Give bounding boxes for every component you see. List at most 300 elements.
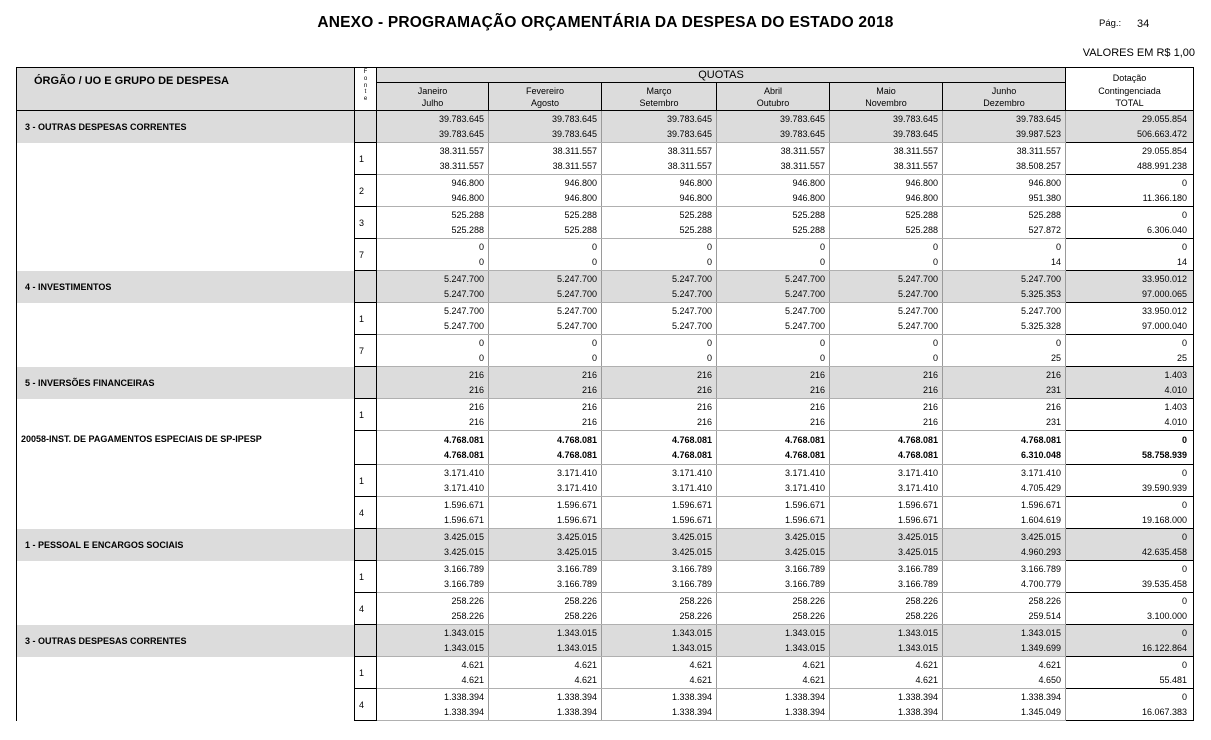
value-second-semester: 525.288	[679, 224, 712, 235]
value-second-semester: 38.508.257	[1016, 160, 1062, 171]
dotacao-cell	[1066, 175, 1194, 207]
quota-cell	[717, 335, 830, 367]
value-first-semester: 38.311.557	[552, 145, 597, 156]
month-header: Fevereiro Agosto	[489, 83, 602, 111]
value-first-semester: 216	[581, 401, 597, 412]
expense-group-name	[17, 335, 355, 367]
value-second-semester: 0	[706, 352, 712, 363]
value-first-semester: 3.425.015	[1021, 531, 1062, 542]
value-second-semester: 231	[1046, 416, 1062, 427]
expense-group-name	[17, 657, 355, 689]
value-second-semester: 4.621	[574, 674, 597, 685]
value-second-semester: 1.343.015	[443, 642, 484, 653]
value-second-semester: 5.325.328	[1021, 320, 1062, 331]
value-first-semester: 0	[1182, 434, 1188, 445]
quota-cell	[830, 399, 943, 431]
value-second-semester: 216	[468, 384, 484, 395]
value-first-semester: 946.800	[451, 177, 484, 188]
value-second-semester: 3.425.015	[897, 546, 938, 557]
value-first-semester: 0	[819, 241, 825, 252]
value-first-semester: 258.226	[451, 595, 484, 606]
value-second-semester: 3.425.015	[443, 546, 484, 557]
month-header: Maio Novembro	[830, 83, 943, 111]
value-first-semester: 216	[581, 369, 597, 380]
value-first-semester: 4.621	[802, 659, 825, 670]
quota-cell	[717, 625, 830, 657]
value-second-semester: 4.768.081	[784, 449, 825, 460]
value-first-semester: 525.288	[451, 209, 484, 220]
value-first-semester: 3.166.789	[443, 563, 484, 574]
value-first-semester: 39.783.645	[666, 113, 712, 124]
quota-cell	[830, 111, 943, 143]
quota-cell	[717, 465, 830, 497]
value-first-semester: 3.166.789	[784, 563, 825, 574]
value-first-semester: 0	[1182, 595, 1188, 606]
value-second-semester: 39.987.523	[1016, 128, 1062, 139]
quota-cell	[602, 367, 717, 399]
quota-cell	[489, 367, 602, 399]
value-first-semester: 216	[809, 369, 825, 380]
quota-cell	[602, 175, 717, 207]
value-second-semester: 4.621	[689, 674, 712, 685]
value-second-semester: 946.800	[679, 192, 712, 203]
quota-cell	[489, 143, 602, 175]
value-second-semester: 1.596.671	[443, 514, 484, 525]
table-row	[17, 689, 1194, 721]
value-second-semester: 0	[591, 256, 597, 267]
quota-cell	[830, 143, 943, 175]
table-row	[17, 625, 1194, 657]
month-header: Janeiro Julho	[377, 83, 489, 111]
quota-cell	[830, 497, 943, 529]
value-first-semester: 4.621	[1038, 659, 1062, 670]
fonte-cell: 1	[355, 561, 377, 593]
quota-cell	[830, 465, 943, 497]
quota-cell	[717, 561, 830, 593]
value-second-semester: 3.425.015	[784, 546, 825, 557]
quota-cell	[717, 271, 830, 303]
value-second-semester: 97.000.065	[1142, 288, 1188, 299]
expense-group-name	[17, 303, 355, 335]
quota-cell	[602, 593, 717, 625]
value-second-semester: 3.171.410	[671, 482, 712, 493]
value-first-semester: 1.596.671	[556, 499, 597, 510]
value-first-semester: 0	[1182, 563, 1188, 574]
value-first-semester: 525.288	[564, 209, 597, 220]
value-first-semester: 3.166.789	[671, 563, 712, 574]
quota-cell	[943, 431, 1066, 465]
expense-group-name	[17, 497, 355, 529]
value-first-semester: 39.783.645	[551, 113, 597, 124]
value-second-semester: 25	[1051, 352, 1062, 363]
quota-cell	[830, 625, 943, 657]
value-first-semester: 1.596.671	[671, 499, 712, 510]
quota-cell	[377, 625, 489, 657]
value-first-semester: 5.247.700	[784, 305, 825, 316]
value-second-semester: 42.635.458	[1142, 546, 1188, 557]
quota-cell	[489, 207, 602, 239]
quota-cell	[717, 303, 830, 335]
value-second-semester: 5.325.353	[1021, 288, 1062, 299]
value-first-semester: 1.343.015	[897, 627, 938, 638]
value-second-semester: 5.247.700	[784, 320, 825, 331]
value-second-semester: 0	[932, 256, 938, 267]
value-second-semester: 527.872	[1028, 224, 1062, 235]
fonte-cell	[355, 529, 377, 561]
value-second-semester: 5.247.700	[671, 288, 712, 299]
value-first-semester: 216	[468, 369, 484, 380]
value-first-semester: 216	[696, 369, 712, 380]
value-first-semester: 1.596.671	[784, 499, 825, 510]
value-second-semester: 4.621	[915, 674, 938, 685]
dotacao-cell	[1066, 303, 1194, 335]
quota-cell	[377, 367, 489, 399]
dotacao-cell	[1066, 399, 1194, 431]
value-second-semester: 14	[1177, 256, 1188, 267]
value-first-semester: 3.425.015	[784, 531, 825, 542]
quota-cell	[830, 657, 943, 689]
value-first-semester: 39.783.645	[892, 113, 938, 124]
value-second-semester: 0	[591, 352, 597, 363]
fonte-cell: 1	[355, 465, 377, 497]
quota-cell	[717, 593, 830, 625]
dotacao-cell	[1066, 271, 1194, 303]
value-second-semester: 38.311.557	[667, 160, 712, 171]
quota-cell	[830, 367, 943, 399]
quota-cell	[943, 657, 1066, 689]
value-first-semester: 4.621	[574, 659, 597, 670]
value-first-semester: 38.311.557	[893, 145, 938, 156]
value-second-semester: 5.247.700	[556, 288, 597, 299]
expense-group-name: 4 - INVESTIMENTOS	[17, 271, 355, 303]
table-row	[17, 239, 1194, 271]
quota-cell	[602, 207, 717, 239]
dotacao-cell	[1066, 561, 1194, 593]
quota-cell	[943, 497, 1066, 529]
value-first-semester: 3.425.015	[897, 531, 938, 542]
fonte-cell: 7	[355, 239, 377, 271]
quota-cell	[602, 111, 717, 143]
value-first-semester: 946.800	[1028, 177, 1062, 188]
value-second-semester: 0	[819, 256, 825, 267]
quota-cell	[943, 561, 1066, 593]
fonte-cell: 4	[355, 497, 377, 529]
value-first-semester: 33.950.012	[1142, 273, 1188, 284]
value-first-semester: 3.166.789	[1021, 563, 1062, 574]
quota-cell	[943, 399, 1066, 431]
quota-cell	[489, 657, 602, 689]
quota-cell	[377, 111, 489, 143]
value-first-semester: 946.800	[905, 177, 938, 188]
value-second-semester: 4.768.081	[671, 449, 712, 460]
value-second-semester: 14	[1051, 256, 1062, 267]
value-second-semester: 5.247.700	[784, 288, 825, 299]
expense-group-name	[17, 399, 355, 431]
value-second-semester: 16.067.383	[1142, 706, 1188, 717]
value-second-semester: 0	[478, 256, 484, 267]
quota-cell	[377, 465, 489, 497]
fonte-header: F o n t e	[355, 68, 377, 111]
value-first-semester: 4.768.081	[1021, 434, 1062, 445]
value-first-semester: 1.343.015	[671, 627, 712, 638]
value-first-semester: 1.596.671	[897, 499, 938, 510]
value-first-semester: 38.311.557	[780, 145, 825, 156]
expense-group-name: 3 - OUTRAS DESPESAS CORRENTES	[17, 111, 355, 143]
value-first-semester: 0	[932, 241, 938, 252]
quota-cell	[489, 529, 602, 561]
dotacao-cell	[1066, 465, 1194, 497]
quota-cell	[602, 239, 717, 271]
quota-cell	[717, 431, 830, 465]
value-second-semester: 258.226	[905, 610, 938, 621]
value-second-semester: 58.758.939	[1142, 449, 1188, 460]
value-first-semester: 258.226	[1028, 595, 1062, 606]
quota-cell	[377, 529, 489, 561]
value-second-semester: 1.343.015	[897, 642, 938, 653]
expense-group-name	[17, 593, 355, 625]
value-second-semester: 258.226	[679, 610, 712, 621]
quota-cell	[717, 529, 830, 561]
value-second-semester: 4.768.081	[443, 449, 484, 460]
value-second-semester: 1.343.015	[784, 642, 825, 653]
value-first-semester: 5.247.700	[897, 273, 938, 284]
table-row	[17, 431, 1194, 465]
dotacao-cell	[1066, 207, 1194, 239]
quota-cell	[943, 529, 1066, 561]
quota-cell	[489, 497, 602, 529]
value-first-semester: 1.338.394	[1021, 691, 1062, 702]
value-second-semester: 4.621	[802, 674, 825, 685]
value-first-semester: 0	[932, 337, 938, 348]
fonte-cell: 3	[355, 207, 377, 239]
quota-cell	[602, 143, 717, 175]
table-row	[17, 561, 1194, 593]
expense-group-name	[17, 143, 355, 175]
value-second-semester: 39.783.645	[892, 128, 938, 139]
value-first-semester: 38.311.557	[1016, 145, 1062, 156]
values-unit-note: VALORES EM R$ 1,00	[1082, 47, 1195, 59]
quota-cell	[943, 175, 1066, 207]
value-first-semester: 29.055.854	[1142, 113, 1188, 124]
value-second-semester: 6.306.040	[1147, 224, 1188, 235]
value-first-semester: 1.343.015	[443, 627, 484, 638]
value-first-semester: 258.226	[679, 595, 712, 606]
value-second-semester: 38.311.557	[552, 160, 597, 171]
value-second-semester: 38.311.557	[893, 160, 938, 171]
value-first-semester: 216	[696, 401, 712, 412]
value-second-semester: 951.380	[1028, 192, 1062, 203]
fonte-cell: 2	[355, 175, 377, 207]
value-first-semester: 5.247.700	[1021, 273, 1062, 284]
value-second-semester: 4.960.293	[1021, 546, 1062, 557]
table-row	[17, 303, 1194, 335]
value-first-semester: 258.226	[564, 595, 597, 606]
value-second-semester: 1.345.049	[1021, 706, 1062, 717]
value-first-semester: 216	[1046, 369, 1062, 380]
value-second-semester: 0	[706, 256, 712, 267]
quota-cell	[377, 689, 489, 721]
value-second-semester: 216	[922, 416, 938, 427]
quota-cell	[489, 335, 602, 367]
value-second-semester: 39.783.645	[551, 128, 597, 139]
quota-cell	[717, 111, 830, 143]
value-second-semester: 55.481	[1159, 674, 1188, 685]
fonte-cell	[355, 111, 377, 143]
value-second-semester: 5.247.700	[556, 320, 597, 331]
quota-cell	[602, 497, 717, 529]
value-first-semester: 525.288	[792, 209, 825, 220]
dotacao-cell	[1066, 335, 1194, 367]
value-first-semester: 1.596.671	[443, 499, 484, 510]
value-second-semester: 1.596.671	[897, 514, 938, 525]
value-first-semester: 5.247.700	[443, 273, 484, 284]
value-second-semester: 5.247.700	[671, 320, 712, 331]
quota-cell	[377, 593, 489, 625]
quota-cell	[377, 143, 489, 175]
dotacao-cell	[1066, 367, 1194, 399]
value-first-semester: 3.171.410	[897, 467, 938, 478]
table-row	[17, 111, 1194, 143]
fonte-cell: 7	[355, 335, 377, 367]
quota-cell	[377, 239, 489, 271]
quota-cell	[377, 303, 489, 335]
quota-cell	[489, 593, 602, 625]
value-first-semester: 39.783.645	[438, 113, 484, 124]
quota-cell	[943, 689, 1066, 721]
value-second-semester: 0	[478, 352, 484, 363]
quota-cell	[602, 625, 717, 657]
value-second-semester: 1.343.015	[556, 642, 597, 653]
value-second-semester: 216	[581, 384, 597, 395]
quota-cell	[717, 239, 830, 271]
quota-cell	[717, 143, 830, 175]
table-row	[17, 399, 1194, 431]
dotacao-header: Dotação Contingenciada TOTAL	[1066, 68, 1194, 111]
value-second-semester: 39.783.645	[438, 128, 484, 139]
quota-cell	[830, 271, 943, 303]
quota-cell	[602, 529, 717, 561]
fonte-cell: 4	[355, 593, 377, 625]
month-header: Março Setembro	[602, 83, 717, 111]
quota-cell	[717, 657, 830, 689]
quota-cell	[943, 465, 1066, 497]
quota-cell	[830, 689, 943, 721]
fonte-cell	[355, 625, 377, 657]
quota-cell	[489, 175, 602, 207]
value-first-semester: 525.288	[1028, 209, 1062, 220]
table-row	[17, 657, 1194, 689]
table-row	[17, 593, 1194, 625]
value-second-semester: 3.166.789	[897, 578, 938, 589]
value-second-semester: 3.425.015	[556, 546, 597, 557]
value-second-semester: 4.705.429	[1021, 482, 1062, 493]
expense-group-name	[17, 465, 355, 497]
value-second-semester: 231	[1046, 384, 1062, 395]
dotacao-cell	[1066, 239, 1194, 271]
value-first-semester: 0	[1182, 659, 1188, 670]
value-first-semester: 0	[1182, 467, 1188, 478]
value-second-semester: 946.800	[792, 192, 825, 203]
fonte-cell: 4	[355, 689, 377, 721]
dotacao-cell	[1066, 143, 1194, 175]
value-first-semester: 3.166.789	[897, 563, 938, 574]
value-second-semester: 506.663.472	[1136, 128, 1188, 139]
value-second-semester: 216	[922, 384, 938, 395]
value-first-semester: 0	[1182, 177, 1188, 188]
fonte-cell: 1	[355, 399, 377, 431]
value-second-semester: 39.783.645	[779, 128, 825, 139]
value-first-semester: 5.247.700	[671, 305, 712, 316]
value-first-semester: 1.343.015	[556, 627, 597, 638]
table-row	[17, 529, 1194, 561]
table-row	[17, 335, 1194, 367]
value-first-semester: 33.950.012	[1142, 305, 1188, 316]
month-header: Junho Dezembro	[943, 83, 1066, 111]
value-second-semester: 3.171.410	[897, 482, 938, 493]
expense-group-name	[17, 175, 355, 207]
value-first-semester: 0	[1182, 531, 1188, 542]
value-first-semester: 3.425.015	[671, 531, 712, 542]
value-second-semester: 19.168.000	[1142, 514, 1188, 525]
quota-cell	[717, 497, 830, 529]
value-second-semester: 216	[468, 416, 484, 427]
value-second-semester: 488.991.238	[1136, 160, 1188, 171]
value-first-semester: 0	[1182, 337, 1188, 348]
value-first-semester: 0	[478, 241, 484, 252]
fonte-cell	[355, 367, 377, 399]
quota-cell	[943, 239, 1066, 271]
quota-cell	[943, 143, 1066, 175]
value-first-semester: 216	[922, 369, 938, 380]
value-second-semester: 11.366.180	[1142, 192, 1188, 203]
value-second-semester: 3.166.789	[443, 578, 484, 589]
value-second-semester: 5.247.700	[443, 320, 484, 331]
quota-cell	[377, 175, 489, 207]
quota-cell	[830, 431, 943, 465]
quota-cell	[489, 561, 602, 593]
value-first-semester: 0	[1182, 209, 1188, 220]
quota-cell	[489, 625, 602, 657]
value-second-semester: 1.604.619	[1021, 514, 1062, 525]
value-second-semester: 16.122.864	[1142, 642, 1188, 653]
value-second-semester: 1.338.394	[556, 706, 597, 717]
quota-cell	[489, 465, 602, 497]
value-first-semester: 39.783.645	[779, 113, 825, 124]
value-second-semester: 258.226	[564, 610, 597, 621]
quota-cell	[943, 593, 1066, 625]
value-second-semester: 216	[696, 416, 712, 427]
quota-cell	[717, 175, 830, 207]
value-first-semester: 1.343.015	[784, 627, 825, 638]
value-first-semester: 5.247.700	[556, 305, 597, 316]
value-first-semester: 216	[809, 401, 825, 412]
expense-group-name	[17, 689, 355, 721]
quota-cell	[717, 207, 830, 239]
quota-cell	[377, 561, 489, 593]
quota-cell	[602, 689, 717, 721]
value-second-semester: 1.349.699	[1021, 642, 1062, 653]
quota-cell	[377, 271, 489, 303]
dotacao-cell	[1066, 593, 1194, 625]
expense-group-name: 1 - PESSOAL E ENCARGOS SOCIAIS	[17, 529, 355, 561]
expense-group-name	[17, 239, 355, 271]
table-row	[17, 207, 1194, 239]
value-second-semester: 525.288	[451, 224, 484, 235]
budget-table	[16, 67, 1194, 721]
value-second-semester: 4.768.081	[897, 449, 938, 460]
value-first-semester: 4.768.081	[784, 434, 825, 445]
quota-cell	[943, 207, 1066, 239]
